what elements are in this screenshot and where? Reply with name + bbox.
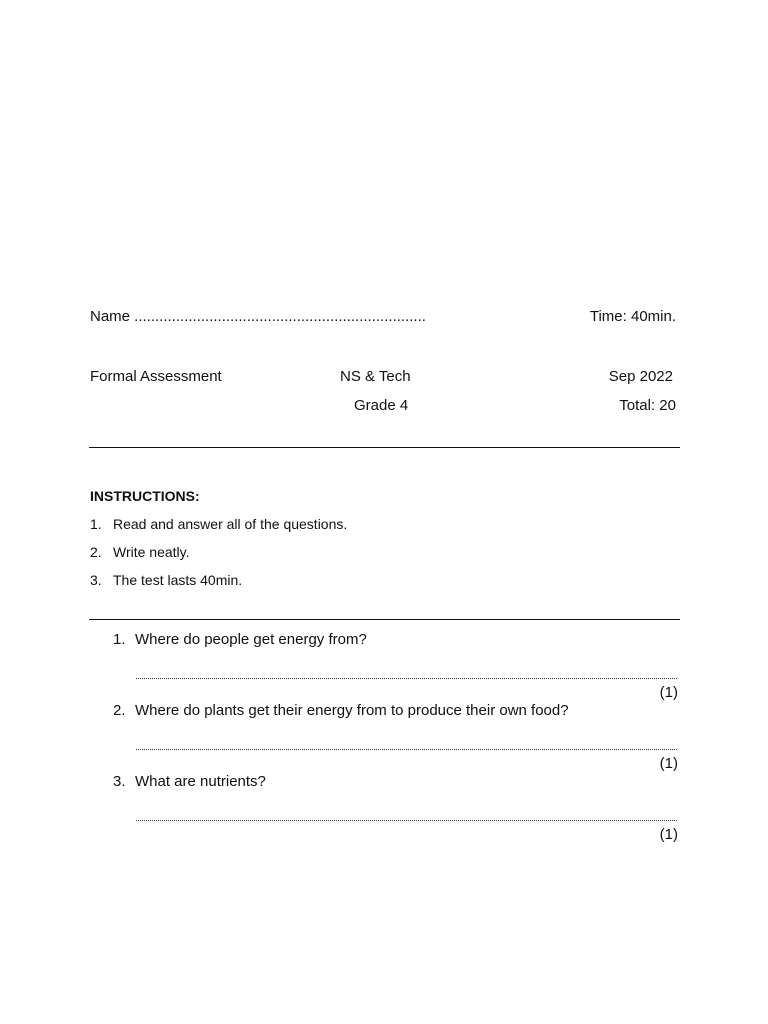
instruction-number: 2. <box>90 544 102 560</box>
instruction-number: 1. <box>90 516 102 532</box>
question-text: What are nutrients? <box>135 773 266 790</box>
assessment-date: Sep 2022 <box>608 368 673 385</box>
instruction-number: 3. <box>90 572 102 588</box>
instructions-divider <box>89 619 680 620</box>
answer-line[interactable] <box>136 749 677 750</box>
assessment-type: Formal Assessment <box>90 368 222 385</box>
time-limit: Time: 40min. <box>589 308 676 325</box>
question-marks: (1) <box>659 826 678 843</box>
answer-line[interactable] <box>136 820 677 821</box>
header-divider <box>89 447 680 448</box>
instructions-title: INSTRUCTIONS: <box>90 488 200 504</box>
name-field-label: Name ...................................................................... <box>90 308 426 325</box>
grade: Grade 4 <box>354 397 409 414</box>
question-text: Where do plants get their energy from to produce their own food? <box>135 702 569 719</box>
question-text: Where do people get energy from? <box>135 631 367 648</box>
question-marks: (1) <box>659 684 678 701</box>
subject: NS & Tech <box>340 368 411 385</box>
instruction-text: Read and answer all of the questions. <box>113 516 348 532</box>
answer-line[interactable] <box>136 678 677 679</box>
total-marks: Total: 20 <box>619 397 676 414</box>
question-number: 3. <box>113 773 126 790</box>
instruction-text: The test lasts 40min. <box>113 572 243 588</box>
question-number: 1. <box>113 631 126 648</box>
question-marks: (1) <box>659 755 678 772</box>
instruction-text: Write neatly. <box>113 544 190 560</box>
question-number: 2. <box>113 702 126 719</box>
